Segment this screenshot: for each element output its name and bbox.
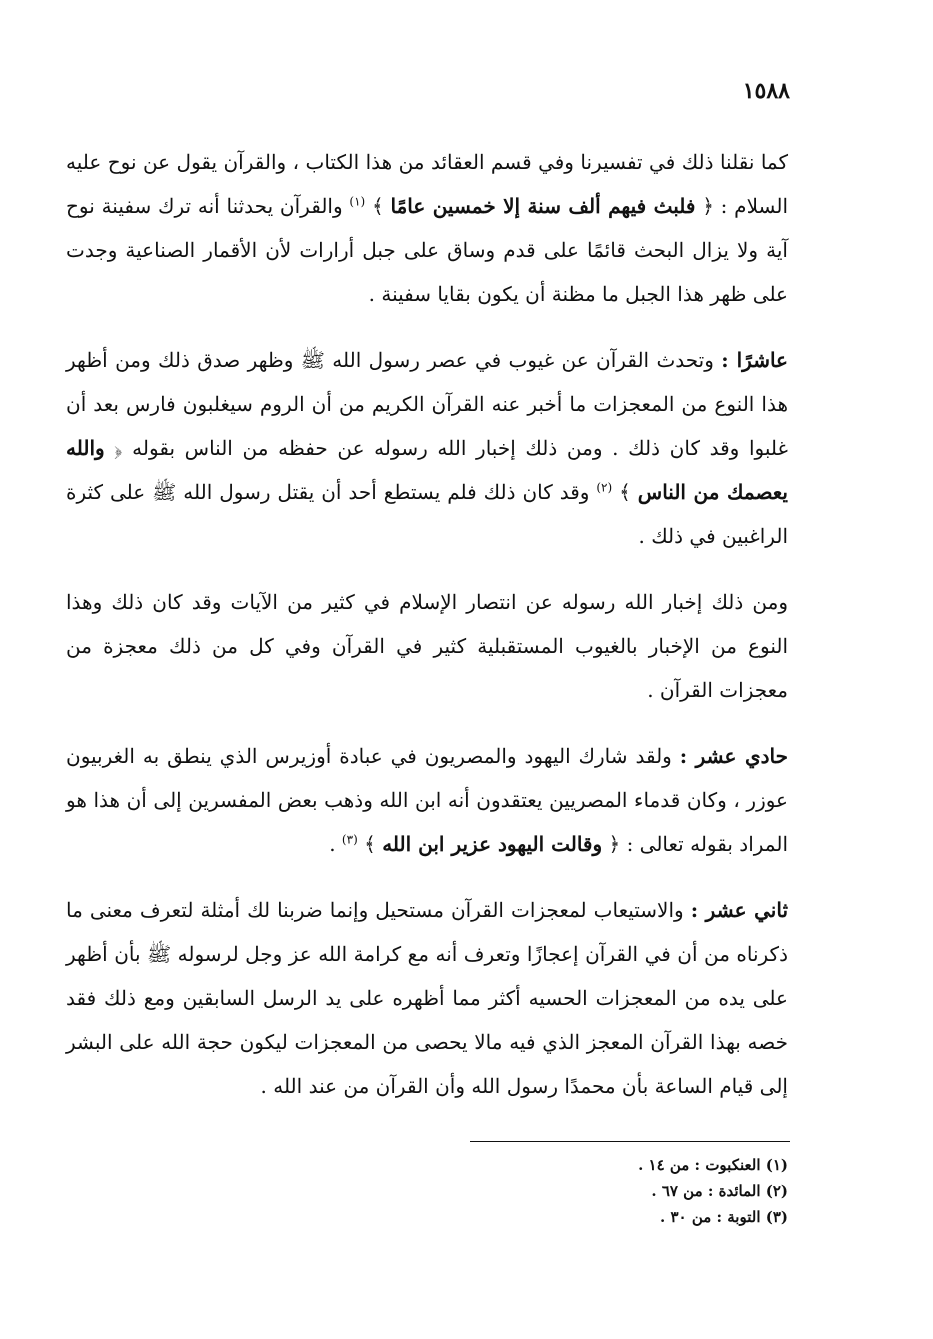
- footnote-2: (٢) المائدة : من ٦٧ .: [651, 1182, 788, 1200]
- paragraph-text: ولقد شارك اليهود والمصريون في عبادة أوزيرس الذي ينطق به الغربيون عوزر ، وكان قدماء المصريين يعتقدون أنه ابن الله وذهب بعض المفسرين إلى أن هذا هو المراد بقوله تعالى : ﴿: [66, 744, 788, 856]
- quran-verse: وقالت اليهود عزير ابن الله: [382, 832, 603, 856]
- paragraph-text: والقرآن يحدثنا أنه ترك سفينة نوح آية ولا يزال البحث قائمًا على قدم وساق على جبل أرارات لأن الأقمار الصناعية وجدت على ظهر هذا الجبل ما مظنة أن يكون بقايا سفينة .: [66, 194, 788, 306]
- paragraph-text: ومن ذلك إخبار الله رسوله عن انتصار الإسلام في كثير من الآيات وقد كان ذلك وهذا النوع من الإخبار بالغيوب المستقبلية كثير في القرآن وفي كل من ذلك معجزة من معجزات القرآن .: [66, 590, 788, 702]
- quran-verse: والله يعصمك من الناس: [66, 436, 788, 504]
- paragraph-text: وقد كان ذلك فلم يستطع أحد أن يقتل رسول الله ﷺ على كثرة الراغبين في ذلك .: [66, 480, 788, 548]
- footnote-marker: (٢): [596, 480, 613, 495]
- page-number: ١٥٨٨: [742, 78, 790, 104]
- quran-verse: فلبث فيهم ألف سنة إلا خمسين عامًا: [390, 194, 696, 218]
- verse-close: ﴾: [357, 832, 383, 856]
- body-text: [66, 140, 788, 1108]
- footnote-marker: (٣): [341, 832, 358, 847]
- footnote-marker: (١): [349, 194, 366, 209]
- footnotes: [470, 1152, 788, 1230]
- paragraph-4: [66, 734, 788, 866]
- paragraph-lead: عاشرًا :: [721, 348, 788, 372]
- paragraph-text: وتحدث القرآن عن غيوب في عصر رسول الله ﷺ وظهر صدق ذلك ومن أظهر هذا النوع من المعجزات ما أخبر عنه القرآن الكريم من أن الروم سيغلبون فارس بعد أن غلبوا وقد كان ذلك . ومن ذلك إخبار الله رسوله عن حفظه من الناس بقوله ﴿: [66, 348, 788, 460]
- paragraph-2: [66, 338, 788, 558]
- paragraph-lead: ثاني عشر :: [690, 898, 789, 922]
- paragraph-lead: حادي عشر :: [679, 744, 788, 768]
- footnote-1: (١) العنكبوت : من ١٤ .: [638, 1156, 788, 1174]
- paragraph-5: [66, 888, 788, 1108]
- paragraph-1: [66, 140, 788, 316]
- verse-close: ﴾: [612, 480, 638, 504]
- paragraph-text: كما نقلنا ذلك في تفسيرنا وفي قسم العقائد من هذا الكتاب ، والقرآن يقول عن نوح عليه السلام : ﴿: [66, 150, 788, 218]
- paragraph-3: [66, 580, 788, 712]
- footnote-divider: [470, 1141, 790, 1142]
- paragraph-text: والاستيعاب لمعجزات القرآن مستحيل وإنما ضربنا لك أمثلة لتعرف معنى ما ذكرناه من أن في القرآن إعجازًا وتعرف أنه مع كرامة الله عز وجل لرسوله ﷺ بأن أظهر على يده من المعجزات الحسيه أكثر مما أظهره على يد الرسل السابقين ومع ذلك فقد خصه بهذا القرآن المعجز الذي فيه مالا يحصى من المعجزات ليكون حجة الله على البشر إلى قيام الساعة بأن محمدًا رسول الله وأن القرآن من عند الله .: [66, 898, 788, 1098]
- paragraph-text: .: [329, 832, 342, 856]
- footnote-3: (٣) التوبة : من ٣٠ .: [660, 1208, 788, 1226]
- verse-close: ﴾: [365, 194, 391, 218]
